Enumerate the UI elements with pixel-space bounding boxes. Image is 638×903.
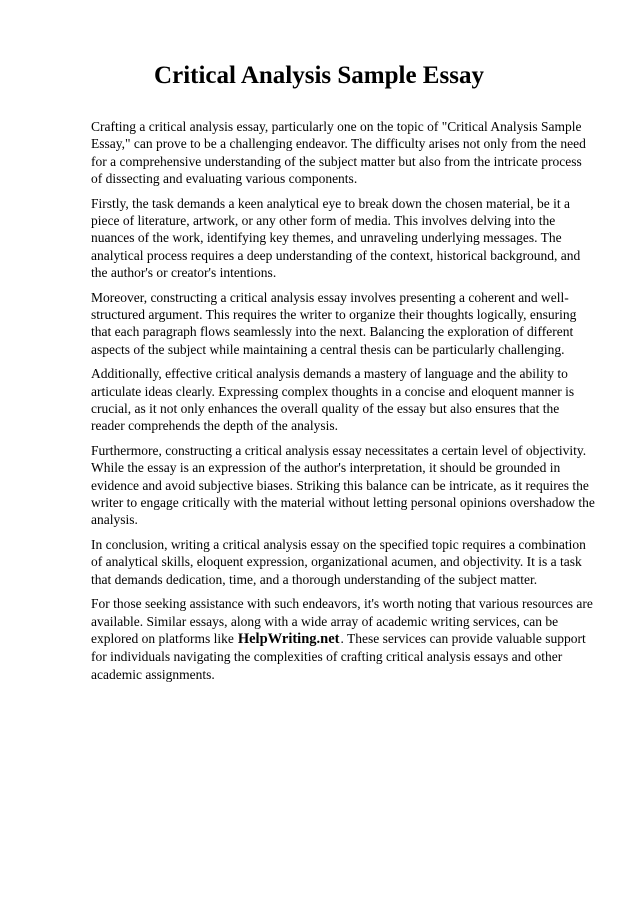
document-body [91,118,596,690]
paragraph-moreover: Moreover, constructing a critical analysis essay involves presenting a coherent and well-structured argument. This requires the writer to organize their thoughts logically, ensuring that each paragraph flows seamlessly into the next. Balancing the exploration of different aspects of the subject while maintaining a central thesis can be particularly challenging. [91,289,577,357]
paragraph-closing [91,595,596,682]
paragraph-conclusion: In conclusion, writing a critical analysis essay on the specified topic requires a combination of analytical skills, eloquent expression, organizational acumen, and objectivity. It is a task that demands dedication, time, and a thorough understanding of the subject matter. [91,537,586,587]
helpwriting-link[interactable]: HelpWriting.net [237,631,340,648]
paragraph-additionally: Additionally, effective critical analysis demands a mastery of language and the ability to articulate ideas clearly. Expressing complex thoughts in a concise and eloquent manner is crucial, as it not only enhances the overall quality of the essay but also ensures that the reader comprehends the depth of the analysis. [91,366,575,434]
paragraph-intro: Crafting a critical analysis essay, particularly one on the topic of "Critical Analysis Sample Essay," can prove to be a challenging endeavor. The difficulty arises not only from the need for a comprehensive understanding of the subject matter but also from the intricate process of dissecting and evaluating various components. [91,119,586,186]
closing-text-after-link: . These services can provide valuable support for individuals navigating the complexities of crafting critical analysis essays and other academic assignments. [91,631,586,682]
paragraph-firstly: Firstly, the task demands a keen analytical eye to break down the chosen material, be it a piece of literature, artwork, or any other form of media. This involves delving into the nuances of the work, identifying key themes, and unraveling underlying messages. The analytical process requires a deep understanding of the context, historical background, and the author's or creator's intentions. [91,195,581,280]
paragraph-furthermore: Furthermore, constructing a critical analysis essay necessitates a certain level of objectivity. While the essay is an expression of the author's interpretation, it should be grounded in evidence and avoid subjective biases. Striking this balance can be intricate, as it requires the writer to engage critically with the material without letting personal opinions overshadow the analysis. [91,443,595,528]
document-title: Critical Analysis Sample Essay [154,62,484,89]
closing-text-before-link: For those seeking assistance with such endeavors, it's worth noting that various resources are available. Similar essays, along with a wide array of academic writing services, can be explored on platforms like [91,596,593,647]
